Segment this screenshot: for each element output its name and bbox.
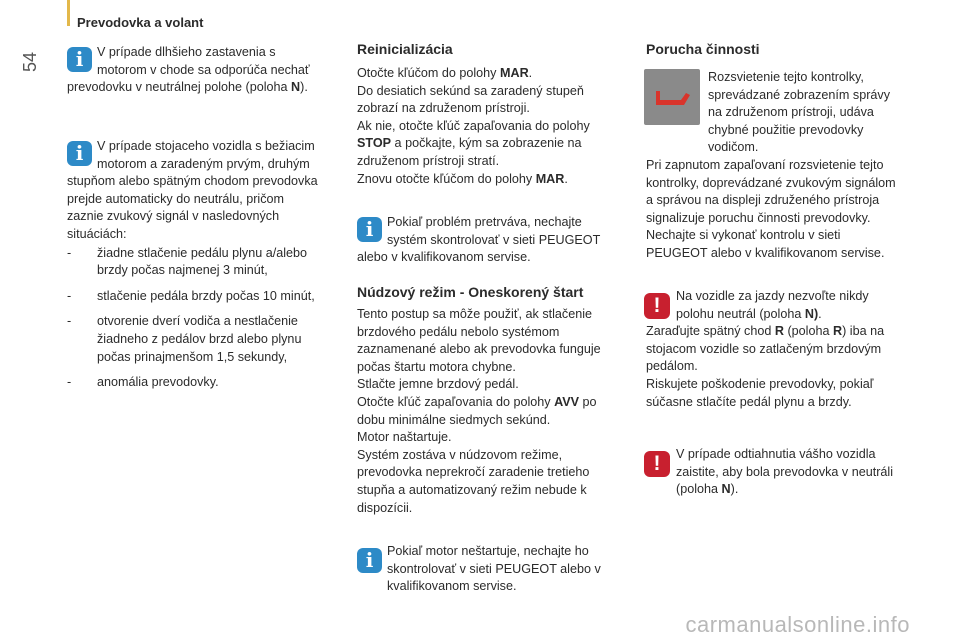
info-icon: i — [357, 217, 382, 242]
watermark: carmanualsonline.info — [685, 612, 910, 638]
warning-note-towing: V prípade odtiahnutia vášho vozidla zaistite, aby bola prevodovka v neutráli (poloha N). — [676, 447, 894, 497]
heading-reinit: Reinicializácia — [357, 41, 453, 57]
page-number: 54 — [20, 51, 40, 72]
info-icon: i — [67, 47, 92, 72]
info-note-long-stop: V prípade dlhšieho zastavenia s motorom v chode sa odporúča nechať prevodovku v neutrálnej polohe (poloha N). — [67, 45, 310, 95]
info-icon: i — [67, 141, 92, 166]
warning-icon: ! — [644, 293, 670, 319]
section-accent-bar — [67, 0, 70, 26]
heading-malfunction: Porucha činnosti — [646, 41, 760, 57]
info-note-no-start: Pokiaľ motor neštartuje, nechajte ho skontrolovať v sieti PEUGEOT alebo v kvalifikovanom servise. — [387, 544, 601, 594]
list-item: - stlačenie pedála brzdy počas 10 minút, — [67, 288, 347, 306]
list-item: - anomália prevodovky. — [67, 374, 347, 392]
emergency-text: Tento postup sa môže použiť, ak stlačenie brzdového pedálu nebolo systémom zaznamenané alebo ak prevodovka funguje počas štartu motora chybne. Stlačte jemne brzdový pedál. Otočte kľúč zapaľovania do polohy AVV po dobu minimálne siedmych sekúnd. Motor naštartuje. Systém zostáva v núdzovom režime, prevodovka neprekročí zaradenie tretieho stupňa a automatizovaný režim nebude k dispozícii. — [357, 307, 601, 515]
malfunction-text: Rozsvietenie tejto kontrolky, sprevádzané zobrazením správy na združenom prístroji, udáva chybné použitie prevodovky vodičom. Pri zapnutom zapaľovaní rozsvietenie tejto kontrolky, doprevádzané zvukovým signálom a správou na displeji združeného prístroja signalizuje poruchu činnosti prevodovky. Nechajte si vykonať kontrolu v sieti PEUGEOT alebo v kvalifikovanom servise. — [646, 70, 896, 260]
info-icon: i — [357, 548, 382, 573]
warning-icon: ! — [644, 451, 670, 477]
reinit-text: Otočte kľúčom do polohy MAR. Do desiatich sekúnd sa zaradený stupeň zobrazí na združenom prístroji. Ak nie, otočte kľúč zapaľovania do polohy STOP a počkajte, kým sa zobrazenie na združenom prístroji stratí. Znovu otočte kľúčom do polohy MAR. — [357, 66, 590, 186]
section-title: Prevodovka a volant — [77, 15, 204, 30]
heading-emergency: Núdzový režim - Oneskorený štart — [357, 284, 584, 300]
warning-note-neutral: Na vozidle za jazdy nezvoľte nikdy polohu neutrál (poloha N). Zaraďujte spätný chod R (poloha R) iba na stojacom vozidle so zatlačeným brzdovým pedálom. Riskujete poškodenie prevodovky, pokiaľ súčasne stlačíte pedál plynu a brzdy. — [646, 289, 885, 409]
info-note-problem: Pokiaľ problém pretrváva, nechajte systém skontrolovať v sieti PEUGEOT alebo v kvalifikovanom servise. — [357, 215, 601, 265]
list-item: - otvorenie dverí vodiča a nestlačenie žiadneho z pedálov brzd alebo plynu počas prinajmenšom 1,5 sekundy, — [67, 313, 347, 366]
info-note-auto-neutral: V prípade stojaceho vozidla s bežiacim motorom a zaradeným prvým, druhým stupňom alebo spätným chodom prevodovka prejde automaticky do neutrálu, pričom zaznie zvukový signál v nasledovných situáciách: - žiadne stlačenie pedálu plynu a/alebo brzdy počas najmenej 3 minút, - stlačenie pedála brzdy počas 10 minút, - otvorenie dverí vodiča a nestlačenie žiadneho z pedálov brzd alebo plynu počas prinajmenšom 1,5 sekundy, - anomália prevodovky. — [67, 138, 347, 392]
list-item: - žiadne stlačenie pedálu plynu a/alebo brzdy počas najmenej 3 minút, — [67, 245, 347, 280]
